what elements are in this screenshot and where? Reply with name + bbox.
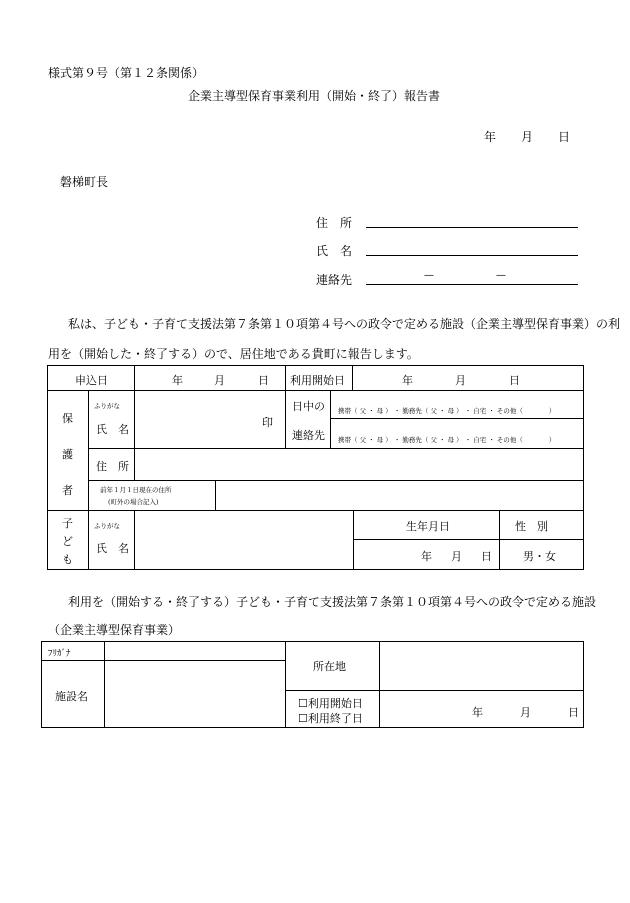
app-date-month: 月 bbox=[214, 374, 225, 387]
page-title: 企業主導型保育事業利用（開始・終了）報告書 bbox=[188, 89, 441, 103]
start-date-label: 利用開始日 bbox=[290, 374, 345, 387]
birthdate-label: 生年月日 bbox=[406, 520, 450, 533]
app-date-day: 日 bbox=[258, 374, 269, 387]
date-year-label: 年 bbox=[484, 130, 497, 144]
end-option[interactable]: ☐利用終了日 bbox=[298, 712, 363, 725]
prev-address-label-2: (町外の場合記入) bbox=[108, 498, 159, 506]
child-label-1: 子 bbox=[62, 517, 73, 530]
prev-address-label-1: 前年１月１日現在の住所 bbox=[100, 486, 172, 494]
facility-date-month: 月 bbox=[520, 706, 531, 719]
contact-dash: — bbox=[424, 270, 434, 281]
furigana-label: ふりがな bbox=[94, 402, 120, 410]
applicant-name-field[interactable] bbox=[366, 255, 578, 256]
contact-dash: — bbox=[496, 270, 506, 281]
application-date-label: 申込日 bbox=[75, 374, 108, 387]
start-date-year: 年 bbox=[402, 374, 413, 387]
facility-date-year: 年 bbox=[472, 706, 483, 719]
sex-label: 性 別 bbox=[515, 520, 548, 533]
child-name-label: 氏 名 bbox=[96, 542, 129, 555]
birth-day: 日 bbox=[481, 550, 492, 563]
statement-line-1: 私は、子ども・子育て支援法第７条第１０項第４号への政令で定める施設（企業主導型保育事業）の利 bbox=[68, 317, 621, 331]
guardian-label-3: 者 bbox=[62, 484, 73, 497]
contact-option-2[interactable]: 携帯（ 父 ・ 母 ） ・ 勤務先（ 父 ・ 母 ） ・ 自宅 ・ その他（ ） bbox=[338, 436, 556, 444]
start-date-day: 日 bbox=[509, 374, 520, 387]
app-date-year: 年 bbox=[172, 374, 183, 387]
statement2-line-2: （企業主導型保育事業） bbox=[48, 623, 181, 637]
contact-option-1[interactable]: 携帯（ 父 ・ 母 ） ・ 勤務先（ 父 ・ 母 ） ・ 自宅 ・ その他（ ） bbox=[338, 407, 556, 415]
child-label-2: ど bbox=[62, 535, 73, 548]
child-furigana-label: ふりがな bbox=[94, 522, 120, 530]
statement-line-2: 用を（開始した・終了する）ので、居住地である貴町に報告します。 bbox=[48, 347, 419, 361]
guardian-address-label: 住 所 bbox=[96, 460, 129, 473]
facility-furigana-label: ﾌﾘｶﾞﾅ bbox=[48, 649, 71, 659]
applicant-contact-label: 連絡先 bbox=[316, 273, 353, 287]
statement2-line-1: 利用を（開始する・終了する）子ども・子育て支援法第７条第１０項第４号への政令で定める施設 bbox=[68, 595, 597, 609]
applicant-contact-field[interactable] bbox=[366, 284, 578, 285]
birth-month: 月 bbox=[451, 550, 462, 563]
applicant-address-field[interactable] bbox=[366, 227, 578, 228]
date-month-label: 月 bbox=[521, 130, 534, 144]
form-number: 様式第９号（第１２条関係） bbox=[48, 66, 205, 80]
child-label-3: も bbox=[62, 553, 73, 566]
facility-name-label: 施設名 bbox=[55, 690, 88, 703]
guardian-label-2: 護 bbox=[62, 448, 73, 461]
start-date-month: 月 bbox=[455, 374, 466, 387]
date-day-label: 日 bbox=[558, 130, 571, 144]
guardian-label-1: 保 bbox=[62, 412, 73, 425]
start-option[interactable]: ☐利用開始日 bbox=[298, 697, 363, 710]
applicant-address-label: 住 所 bbox=[316, 216, 353, 230]
applicant-name-label: 氏 名 bbox=[316, 244, 353, 258]
guardian-name-label: 氏 名 bbox=[96, 423, 129, 436]
seal-mark: 印 bbox=[262, 416, 273, 429]
location-label: 所在地 bbox=[313, 660, 346, 673]
facility-date-day: 日 bbox=[568, 706, 579, 719]
daytime-contact-label-2: 連絡先 bbox=[292, 429, 325, 442]
birth-year: 年 bbox=[421, 550, 432, 563]
addressee: 磐梯町長 bbox=[60, 175, 109, 189]
sex-value[interactable]: 男・女 bbox=[523, 550, 556, 563]
daytime-contact-label-1: 日中の bbox=[292, 400, 325, 413]
